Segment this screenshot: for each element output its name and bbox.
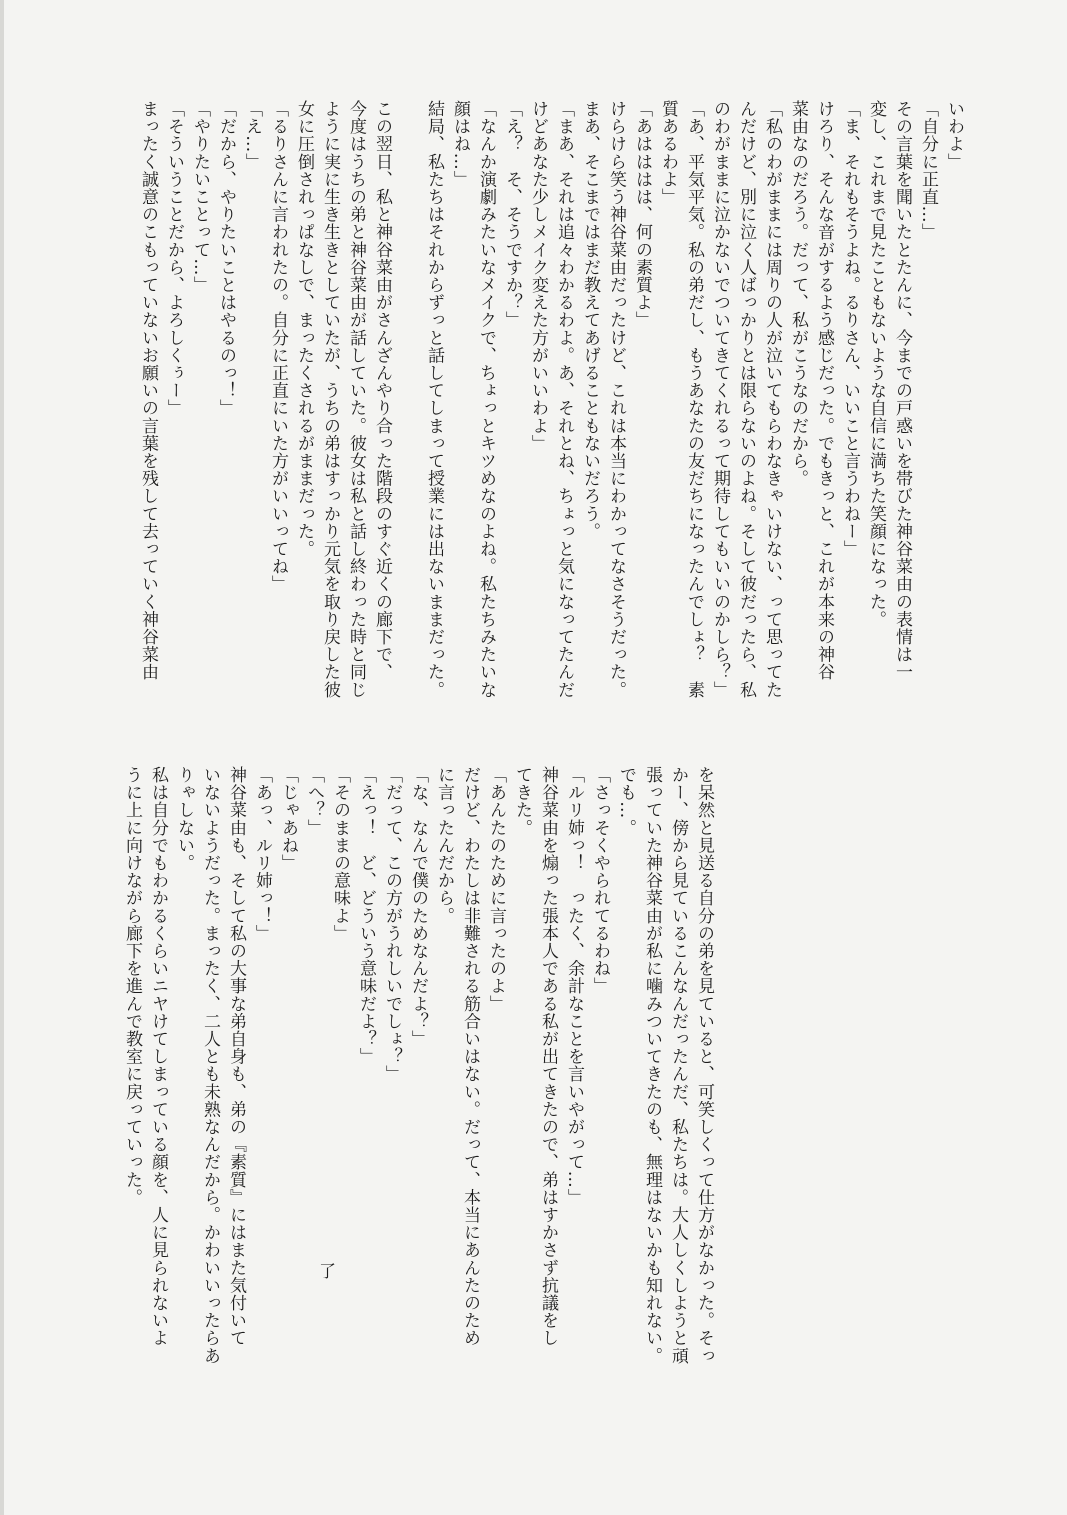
text-line: 女に圧倒されっぱなしで、まったくされるがままだった。: [294, 100, 314, 558]
text-line: けらけら笑う神谷菜由だったけど、これは本当にわかってなさそうだった。: [606, 100, 626, 699]
text-line: 「だって、この方がうれしいでしょ？」: [382, 766, 402, 1083]
text-line: 神谷菜由も、そして私の大事な弟自身も、弟の『素質』にはまた気付いて: [226, 766, 246, 1347]
text-line: ように実に生き生きとしていたが、うちの弟はすっかり元気を取り戻した彼: [320, 100, 340, 699]
text-line: 「あはははは、何の素質よ」: [632, 100, 652, 329]
text-line: んだけど、別に泣く人ばっかりとは限らないのよね。そして彼だったら、私: [736, 100, 756, 699]
text-line: のわがままに泣かないでついてきてくれるって期待してもいいのかしら？」: [710, 100, 730, 699]
text-line: 結局、私たちはそれからずっと話してしまって授業には出ないままだった。: [424, 100, 444, 699]
text-line: 「へ？」: [304, 766, 324, 837]
text-line: 「そのままの意味よ」: [330, 766, 350, 942]
text-line: てきた。: [512, 766, 532, 837]
text-line: 「まあ、それは追々わかるわよ。あ、それとね、ちょっと気になってたんだ: [554, 100, 574, 699]
text-line: 「私のわがままには周りの人が泣いてもらわなきゃいけない、って思ってた: [762, 100, 782, 699]
text-line: 顔はね…」: [450, 100, 470, 188]
text-line: を呆然と見送る自分の弟を見ていると、可笑しくって仕方がなかった。そっ: [694, 766, 714, 1365]
text-line: うに上に向けながら廊下を進んで教室に戻っていった。: [122, 766, 142, 1206]
text-line: 「だから、やりたいことはやるのっ！」: [216, 100, 236, 417]
text-line: 「え？ そ、そうですか？」: [502, 100, 522, 329]
text-line: まったく誠意のこもっていないお願いの言葉を残して去っていく神谷菜由: [138, 100, 158, 681]
text-line: 「ルリ姉っ！ ったく、余計なことを言いやがって…」: [564, 766, 584, 1206]
text-line: 「な、なんで僕のためなんだよ？」: [408, 766, 428, 1048]
text-line: かー、傍から見ているこんなんだったんだ、私たちは。大人しくしようと頑: [668, 766, 688, 1365]
text-line: 「あ、平気平気。私の弟だし、もうあなたの友だちになったんでしょ？ 素: [684, 100, 704, 699]
text-line: 「自分に正直…」: [918, 100, 938, 241]
text-line: 「じゃあね」: [278, 766, 298, 872]
text-line: 「え…」: [242, 100, 262, 171]
text-line: いわよ」: [944, 100, 964, 171]
text-line: 私は自分でもわかるくらいニヤけてしまっている顔を、人に見られないよ: [148, 766, 168, 1347]
scan-edge-shadow: [0, 0, 4, 1515]
text-line: 「なんか演劇みたいなメイクで、ちょっとキツめなのよね。私たちみたいな: [476, 100, 496, 699]
text-line: 「あんたのために言ったのよ」: [486, 766, 506, 1013]
text-line: まあ、そこまではまだ教えてあげることもないだろう。: [580, 100, 600, 540]
text-line: でも…。: [616, 766, 636, 837]
end-mark: 了: [315, 1262, 335, 1279]
text-line: いないようだった。まったく、二人とも未熟なんだから。かわいいったらあ: [200, 766, 220, 1365]
text-line: 「ま、それもそうよね。るりさん、いいこと言うわねー」: [840, 100, 860, 558]
text-line: 変し、これまで見たこともないような自信に満ちた笑顔になった。: [866, 100, 886, 628]
text-line: 「さっそくやられてるわね」: [590, 766, 610, 995]
text-line: 菜由なのだろう。だって、私がこうなのだから。: [788, 100, 808, 488]
text-line: けどあなた少しメイク変えた方がいいわよ」: [528, 100, 548, 452]
text-line: 張っていた神谷菜由が私に噛みついてきたのも、無理はないかも知れない。: [642, 766, 662, 1365]
text-line: その言葉を聞いたとたんに、今までの戸惑いを帯びた神谷菜由の表情は一: [892, 100, 912, 681]
text-line: 「そういうことだから、よろしくぅー」: [164, 100, 184, 417]
text-line: 「えっ！ ど、どういう意味だよ？」: [356, 766, 376, 1066]
text-line: この翌日、私と神谷菜由がさんざんやり合った階段のすぐ近くの廊下で、: [372, 100, 392, 681]
text-line: りゃしない。: [174, 766, 194, 872]
text-line: 神谷菜由を煽った張本人である私が出てきたので、弟はすかさず抗議をし: [538, 766, 558, 1347]
text-line: けろり、そんな音がするよう感じだった。でもきっと、これが本来の神谷: [814, 100, 834, 681]
text-line: だけど、わたしは非難される筋合いはない。だって、本当にあんたのため: [460, 766, 480, 1347]
text-line: 今度はうちの弟と神谷菜由が話していた。彼女は私と話し終わった時と同じ: [346, 100, 366, 699]
text-line: 「やりたいことって…」: [190, 100, 210, 294]
blank-line: [395, 100, 421, 740]
top-text-block: [138, 100, 967, 740]
text-line: に言ったんだから。: [434, 766, 454, 925]
text-line: 質あるわよ」: [658, 100, 678, 206]
text-line: 「あっ、ルリ姉っ！」: [252, 766, 272, 942]
bottom-text-block: [122, 766, 717, 1456]
text-line: 「るりさんに言われたの。自分に正直にいた方がいいってね」: [268, 100, 288, 593]
